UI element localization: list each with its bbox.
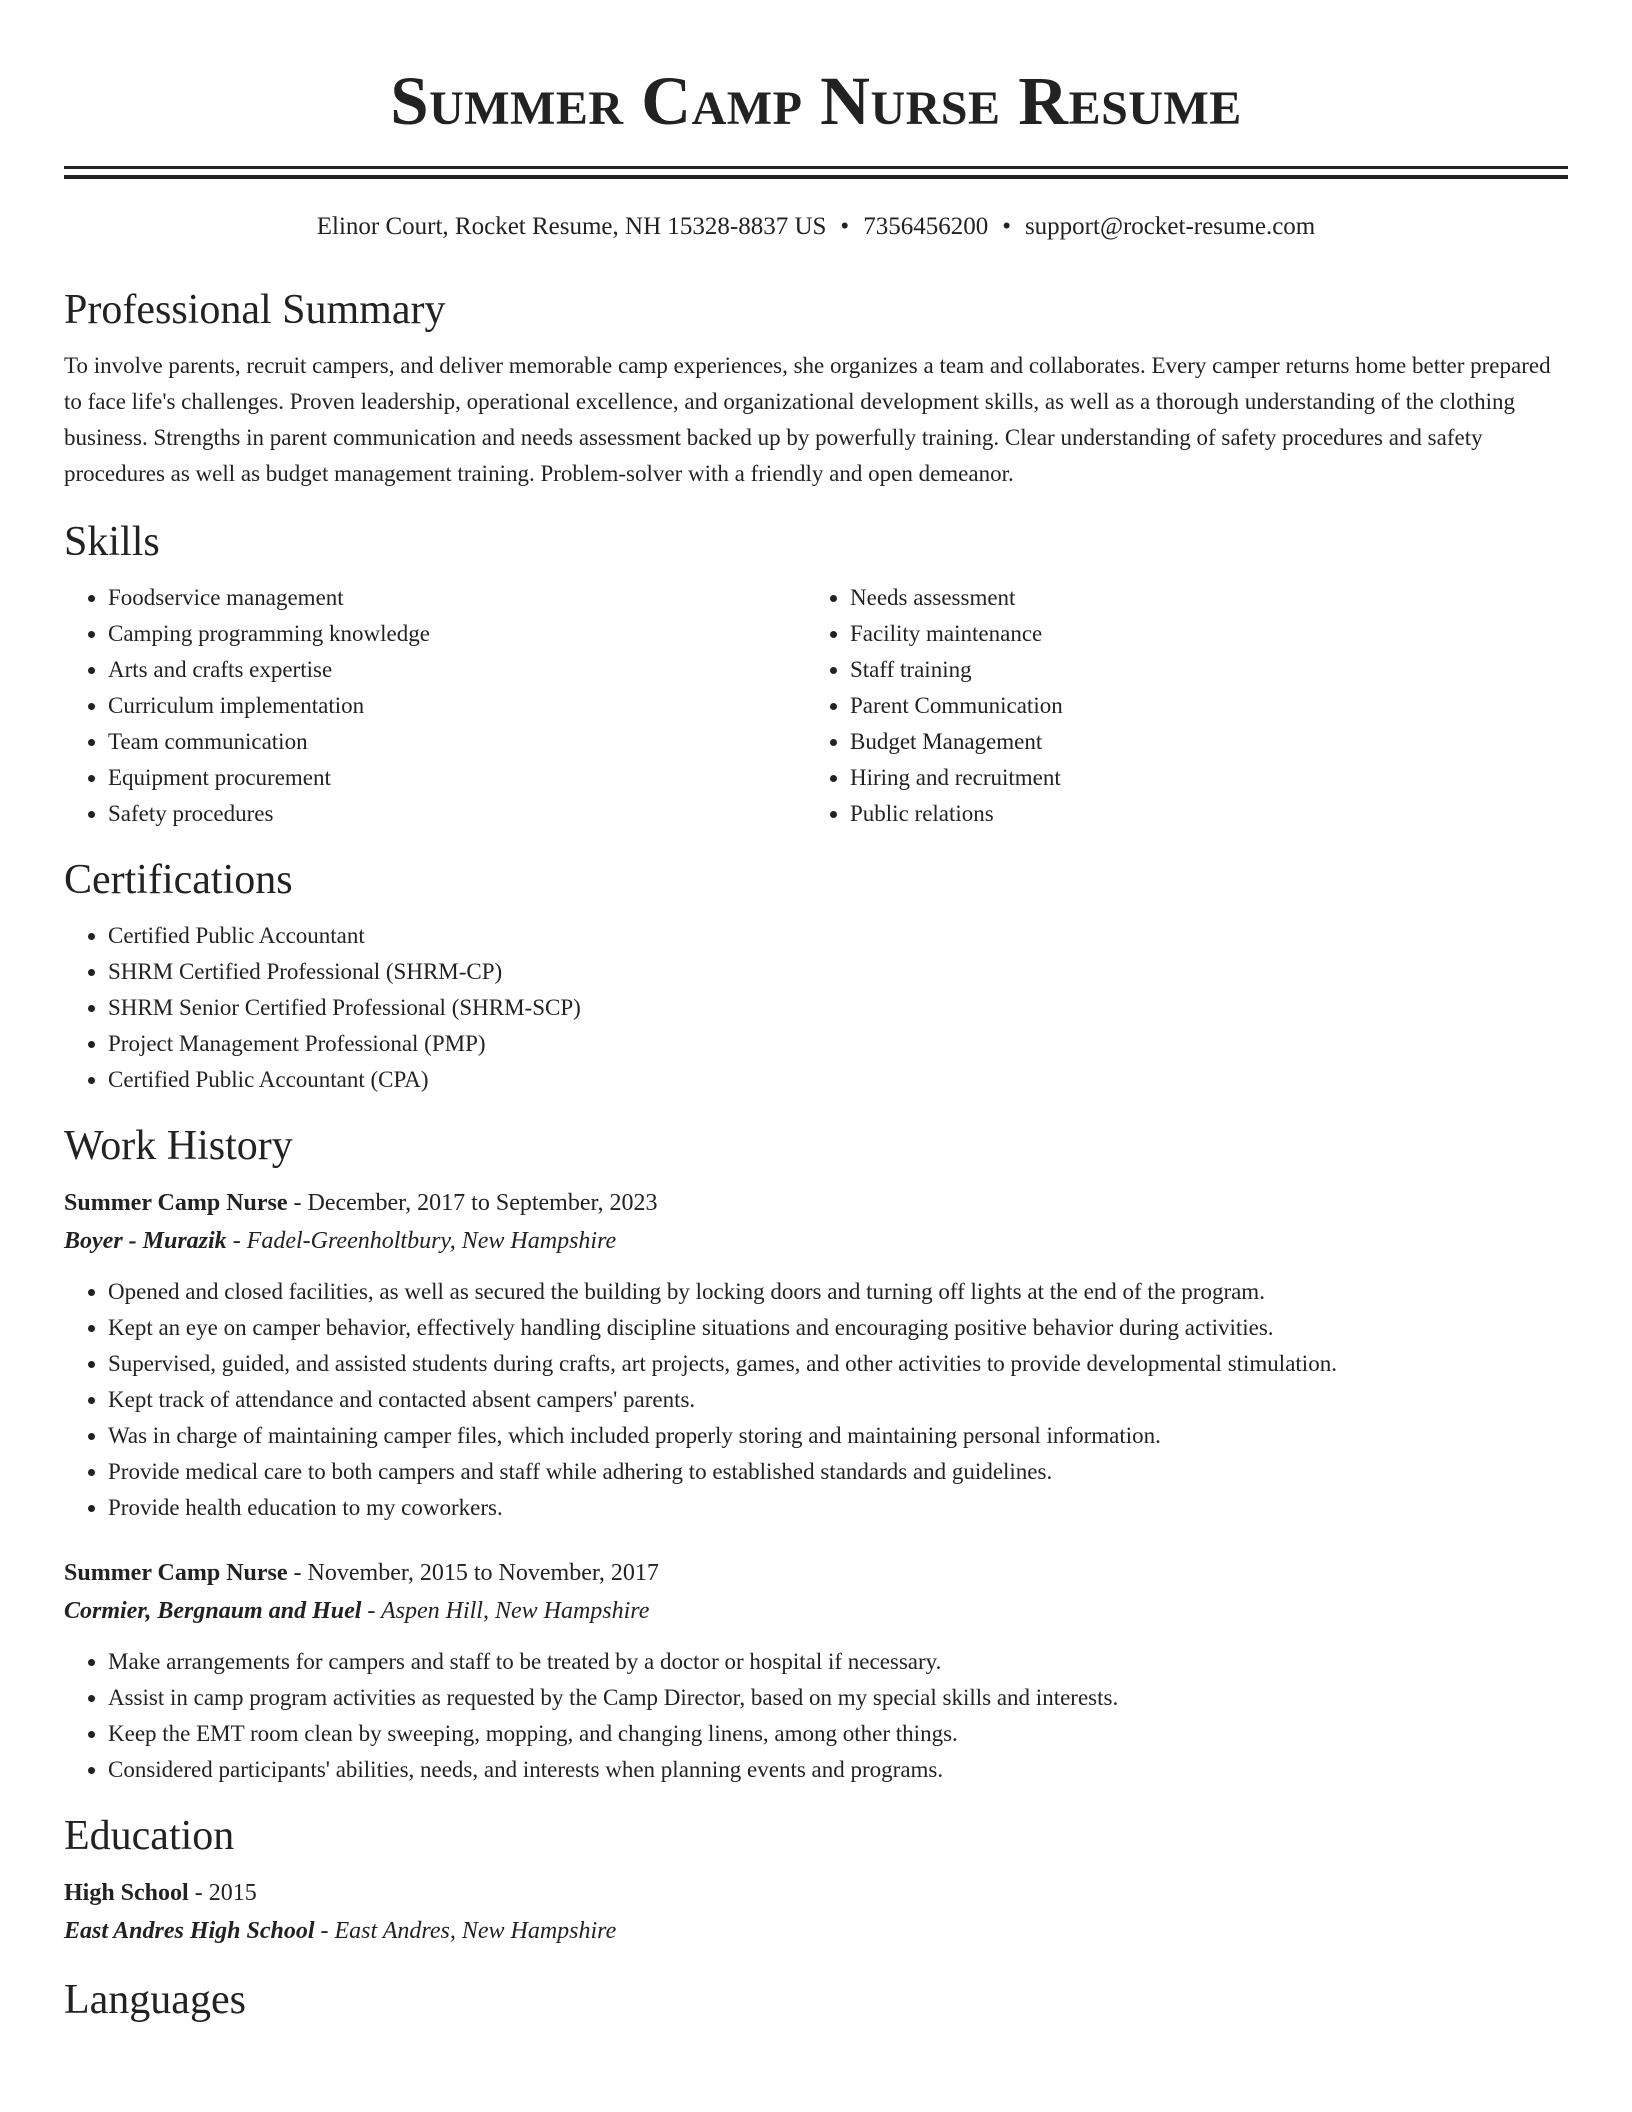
job-bullet: • Provide health education to my coworkers. <box>108 1490 1568 1526</box>
work-history-heading: Work History <box>64 1123 293 1169</box>
languages-heading: Languages <box>64 1977 246 2023</box>
skill-item: • Staff training <box>850 652 1548 688</box>
job-bullet: • Kept track of attendance and contacted absent campers' parents. <box>108 1382 1568 1418</box>
contact-line <box>64 210 1568 244</box>
job-title: Summer Camp Nurse <box>64 1560 288 1586</box>
skill-item: • Equipment procurement <box>108 760 806 796</box>
skill-item: • Curriculum implementation <box>108 688 806 724</box>
skills-section <box>64 516 1568 832</box>
skill-item: • Needs assessment <box>850 580 1548 616</box>
education-school: East Andres High School <box>64 1918 315 1944</box>
job-title-line <box>64 1554 1568 1592</box>
job-bullet: • Kept an eye on camper behavior, effectively handling discipline situations and encouraging positive behavior during activities. <box>108 1310 1568 1346</box>
job-bullet: • Considered participants' abilities, needs, and interests when planning events and programs. <box>108 1752 1568 1788</box>
job-title: Summer Camp Nurse <box>64 1190 288 1216</box>
skill-item: • Camping programming knowledge <box>108 616 806 652</box>
job-bullet: • Assist in camp program activities as requested by the Camp Director, based on my special skills and interests. <box>108 1680 1568 1716</box>
certification-item: • Certified Public Accountant (CPA) <box>108 1062 1568 1098</box>
certification-item: • Project Management Professional (PMP) <box>108 1026 1568 1062</box>
contact-separator: • <box>1002 213 1011 240</box>
education-degree-line <box>64 1874 1568 1912</box>
contact-email: support@rocket-resume.com <box>1024 213 1316 240</box>
job-bullet: • Make arrangements for campers and staff to be treated by a doctor or hospital if necessary. <box>108 1644 1568 1680</box>
resume-page <box>64 0 1568 2026</box>
certifications-section <box>64 854 1568 1098</box>
languages-section <box>64 1974 1568 2026</box>
job-bullet: • Provide medical care to both campers and staff while adhering to established standards and guidelines. <box>108 1454 1568 1490</box>
contact-separator: • <box>840 213 850 240</box>
job-company: Cormier, Bergnaum and Huel <box>64 1598 362 1624</box>
title-rule-bottom <box>64 175 1568 179</box>
education-heading: Education <box>64 1813 235 1859</box>
job-location: - Aspen Hill, New Hampshire <box>361 1598 650 1624</box>
skill-item: • Budget Management <box>850 724 1548 760</box>
skill-item: • Safety procedures <box>108 796 806 832</box>
job-location: - Fadel-Greenholtbury, New Hampshire <box>226 1228 617 1254</box>
certification-item: • SHRM Certified Professional (SHRM-CP) <box>108 954 1568 990</box>
job-company-line <box>64 1222 1568 1260</box>
skills-heading: Skills <box>64 519 160 565</box>
skill-item: • Team communication <box>108 724 806 760</box>
job-company-line <box>64 1592 1568 1630</box>
skill-item: • Public relations <box>850 796 1548 832</box>
contact-phone: 7356456200 <box>863 213 989 240</box>
job-entry <box>64 1554 1568 1788</box>
summary-heading: Professional Summary <box>64 287 446 333</box>
education-location: - East Andres, New Hampshire <box>314 1918 617 1944</box>
summary-text: To involve parents, recruit campers, and deliver memorable camp experiences, she organizes a team and collaborates. Every camper returns home better prepared to face life's challenges. Proven leadership, operational excellence, and organizational development skills, as well as a thorough understanding of the clothing business. Strengths in parent communication and needs assessment backed up by powerfully training. Clear understanding of safety procedures and safety procedures as well as budget management training. Problem-solver with a friendly and open demeanor. <box>64 353 1551 486</box>
certifications-heading: Certifications <box>64 857 293 903</box>
job-dates: - November, 2015 to November, 2017 <box>287 1560 659 1586</box>
education-school-line <box>64 1912 1568 1950</box>
contact-address: Elinor Court, Rocket Resume, NH 15328-8837 US <box>316 213 827 240</box>
certification-item: • SHRM Senior Certified Professional (SHRM-SCP) <box>108 990 1568 1026</box>
certification-item: • Certified Public Accountant <box>108 918 1568 954</box>
job-bullet: • Opened and closed facilities, as well as secured the building by locking doors and turning off lights at the end of the program. <box>108 1274 1568 1310</box>
education-section <box>64 1810 1568 1950</box>
job-title-line <box>64 1184 1568 1222</box>
job-entry <box>64 1184 1568 1526</box>
skill-item: • Arts and crafts expertise <box>108 652 806 688</box>
skill-item: • Foodservice management <box>108 580 806 616</box>
skill-item: • Hiring and recruitment <box>850 760 1548 796</box>
job-dates: - December, 2017 to September, 2023 <box>287 1190 658 1216</box>
job-company: Boyer - Murazik <box>64 1228 227 1254</box>
job-bullet: • Supervised, guided, and assisted students during crafts, art projects, games, and other activities to provide developmental stimulation. <box>108 1346 1568 1382</box>
education-degree: High School <box>64 1880 189 1906</box>
job-bullet: • Keep the EMT room clean by sweeping, mopping, and changing linens, among other things. <box>108 1716 1568 1752</box>
skill-item: • Facility maintenance <box>850 616 1548 652</box>
education-year: - 2015 <box>188 1880 257 1906</box>
skill-item: • Parent Communication <box>850 688 1548 724</box>
page-title: Summer Camp Nurse Resume <box>390 63 1242 139</box>
work-history-section <box>64 1120 1568 1788</box>
summary-section <box>64 284 1568 492</box>
skills-right-column <box>806 580 1548 832</box>
skills-left-column <box>64 580 806 832</box>
job-bullet: • Was in charge of maintaining camper files, which included properly storing and maintaining personal information. <box>108 1418 1568 1454</box>
